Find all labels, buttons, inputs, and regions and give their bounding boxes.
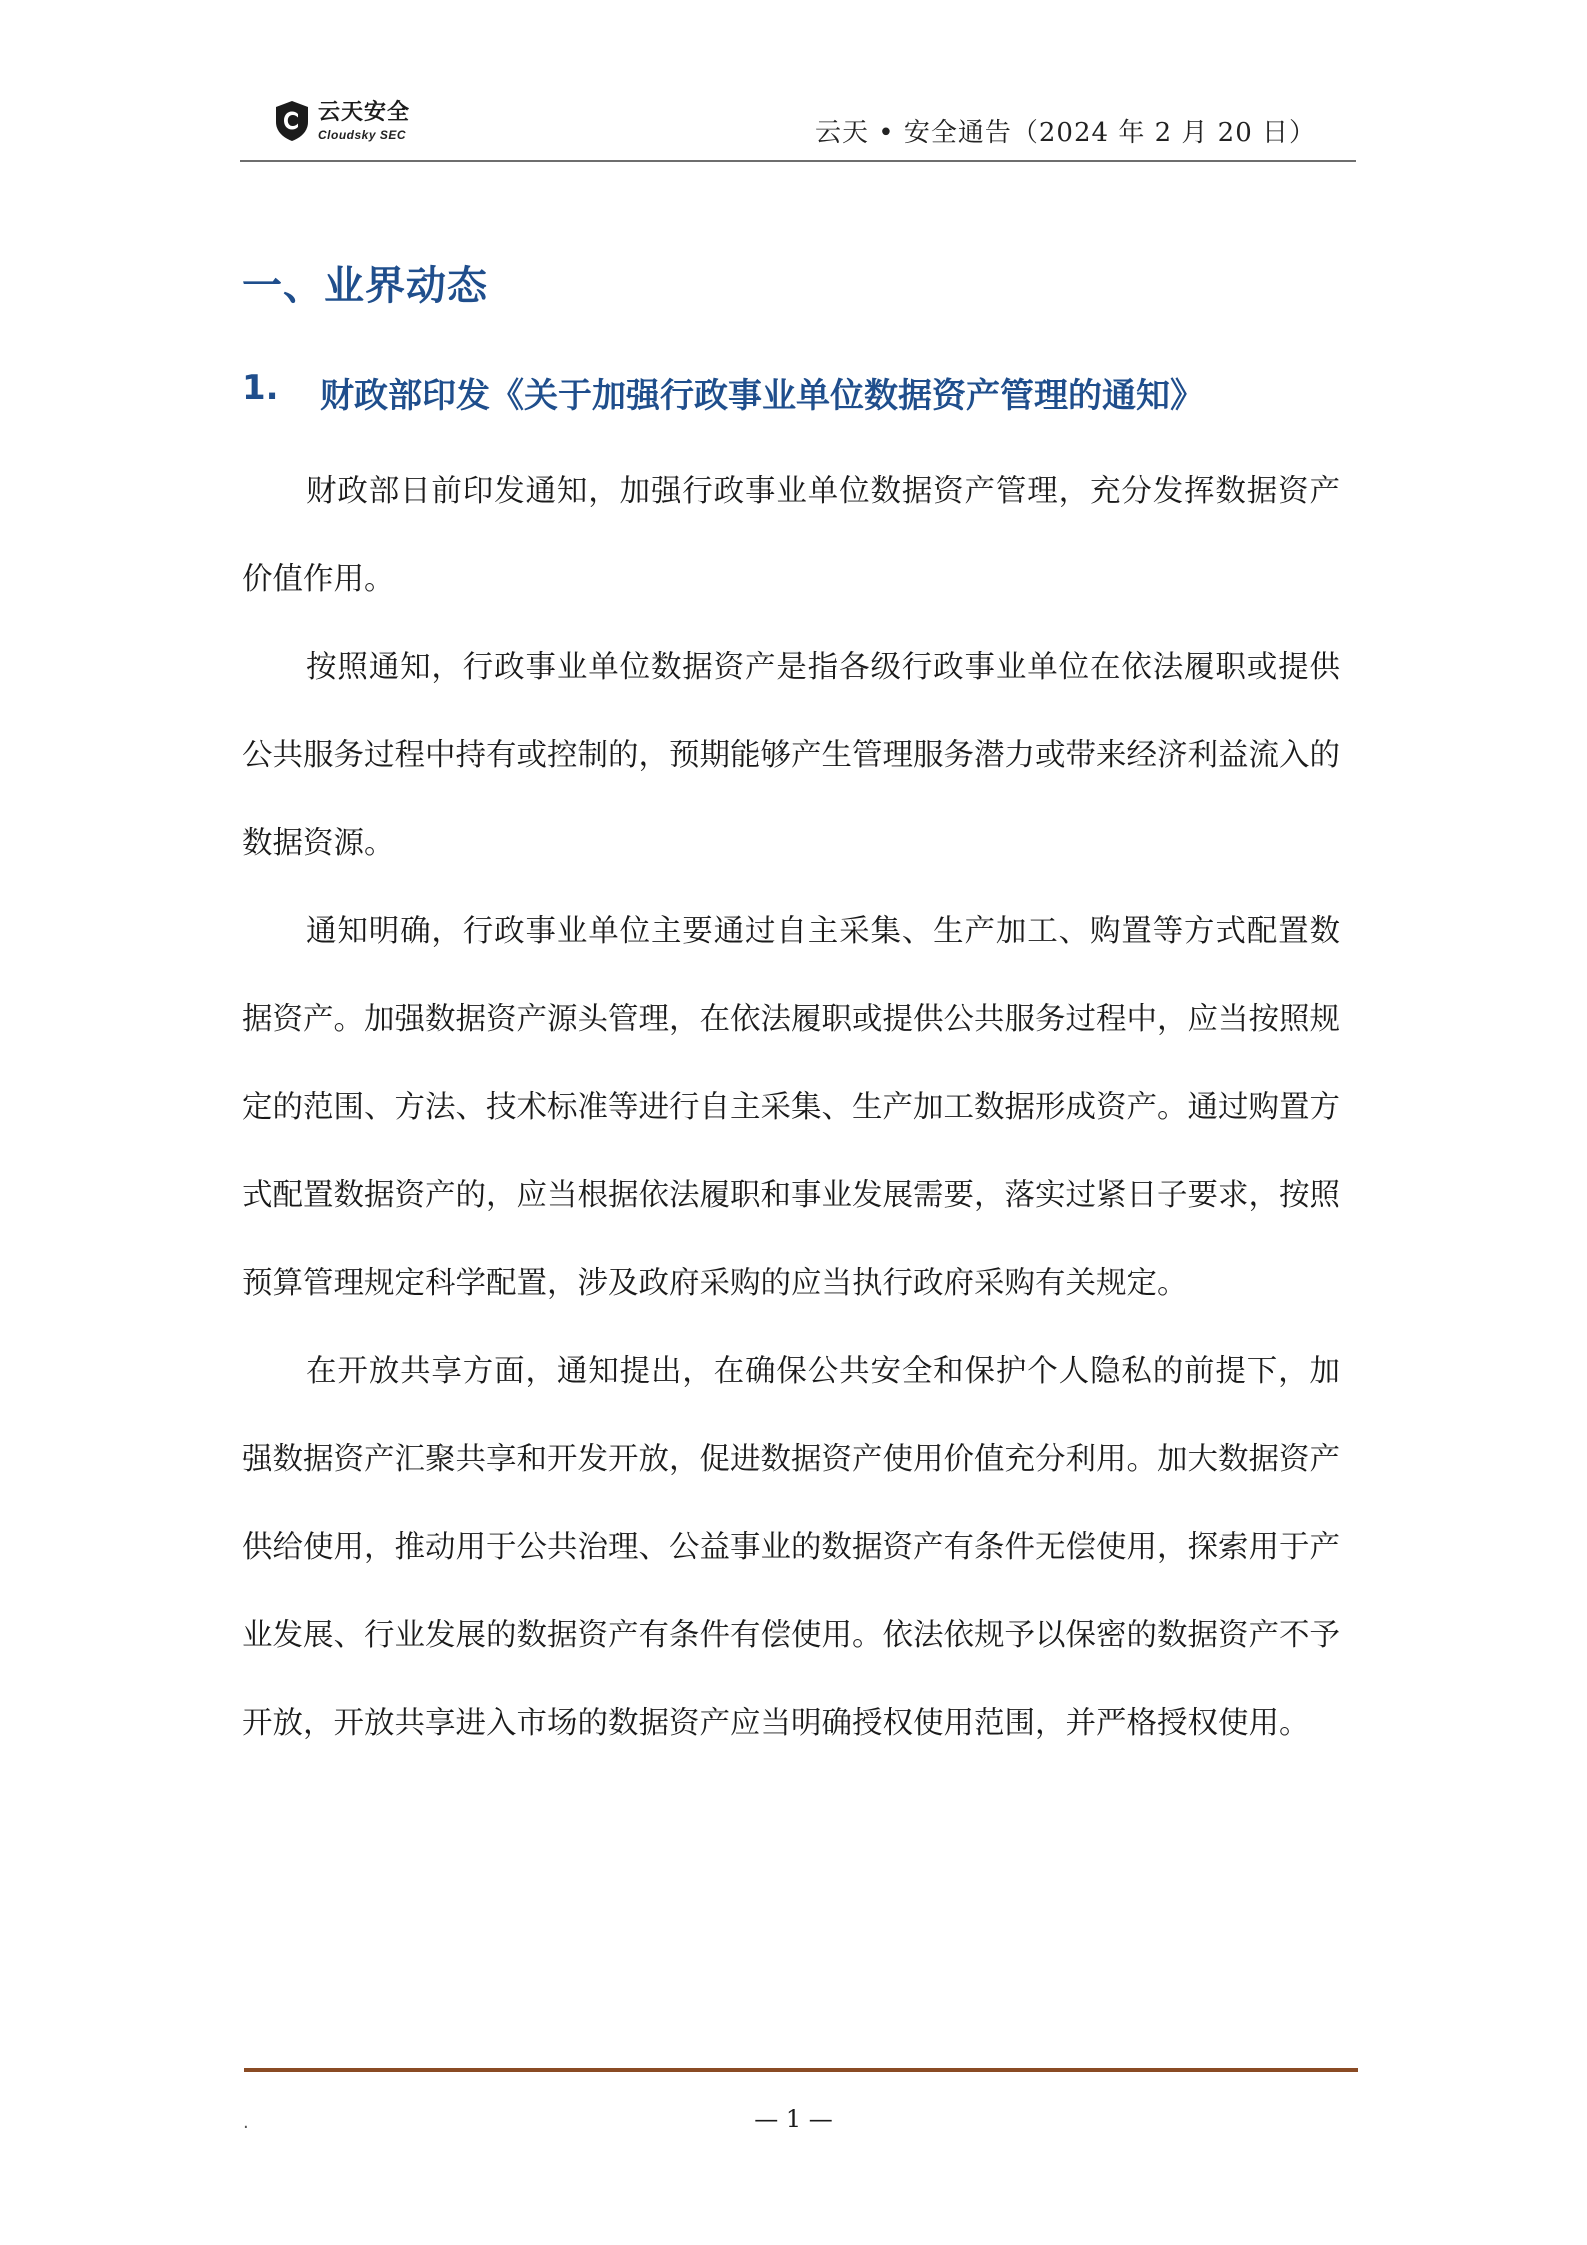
page-header xyxy=(240,94,1356,162)
subsection-heading xyxy=(242,368,1204,417)
article-body xyxy=(242,448,1340,1768)
logo-chinese-text: 云天安全 xyxy=(318,99,411,125)
paragraph: 通知明确，行政事业单位主要通过自主采集、生产加工、购置等方式配置数据资产。加强数据资产源头管理，在依法履职或提供公共服务过程中，应当按照规定的范围、方法、技术标准等进行自主采集、生产加工数据形成资产。通过购置方式配置数据资产的，应当根据依法履职和事业发展需要，落实过紧日子要求，按照预算管理规定科学配置，涉及政府采购的应当执行政府采购有关规定。 xyxy=(242,914,1340,1301)
shield-logo-icon xyxy=(274,100,310,142)
bulletin-title: 云天 • 安全通告（2024 年 2 月 20 日） xyxy=(815,118,1316,148)
paragraph: 按照通知，行政事业单位数据资产是指各级行政事业单位在依法履职或提供公共服务过程中持有或控制的，预期能够产生管理服务潜力或带来经济利益流入的数据资源。 xyxy=(242,650,1340,861)
footer-divider xyxy=(244,2068,1358,2072)
footer-dot: . xyxy=(243,2112,249,2133)
section-heading: 一、业界动态 xyxy=(242,263,488,309)
paragraph: 在开放共享方面，通知提出，在确保公共安全和保护个人隐私的前提下，加强数据资产汇聚共享和开发开放，促进数据资产使用价值充分利用。加大数据资产供给使用，推动用于公共治理、公益事业的数据资产有条件无偿使用，探索用于产业发展、行业发展的数据资产有条件有偿使用。依法依规予以保密的数据资产不予开放，开放共享进入市场的数据资产应当明确授权使用范围，并严格授权使用。 xyxy=(242,1354,1340,1741)
company-logo xyxy=(274,100,410,142)
subsection-number: 1. xyxy=(242,368,279,408)
header-divider xyxy=(240,160,1356,162)
subsection-title-text: 财政部印发《关于加强行政事业单位数据资产管理的通知》 xyxy=(320,376,1204,416)
logo-english-text: Cloudsky SEC xyxy=(318,127,407,142)
page-number: — 1 — xyxy=(754,2105,833,2133)
paragraph: 财政部日前印发通知，加强行政事业单位数据资产管理，充分发挥数据资产价值作用。 xyxy=(242,474,1340,597)
